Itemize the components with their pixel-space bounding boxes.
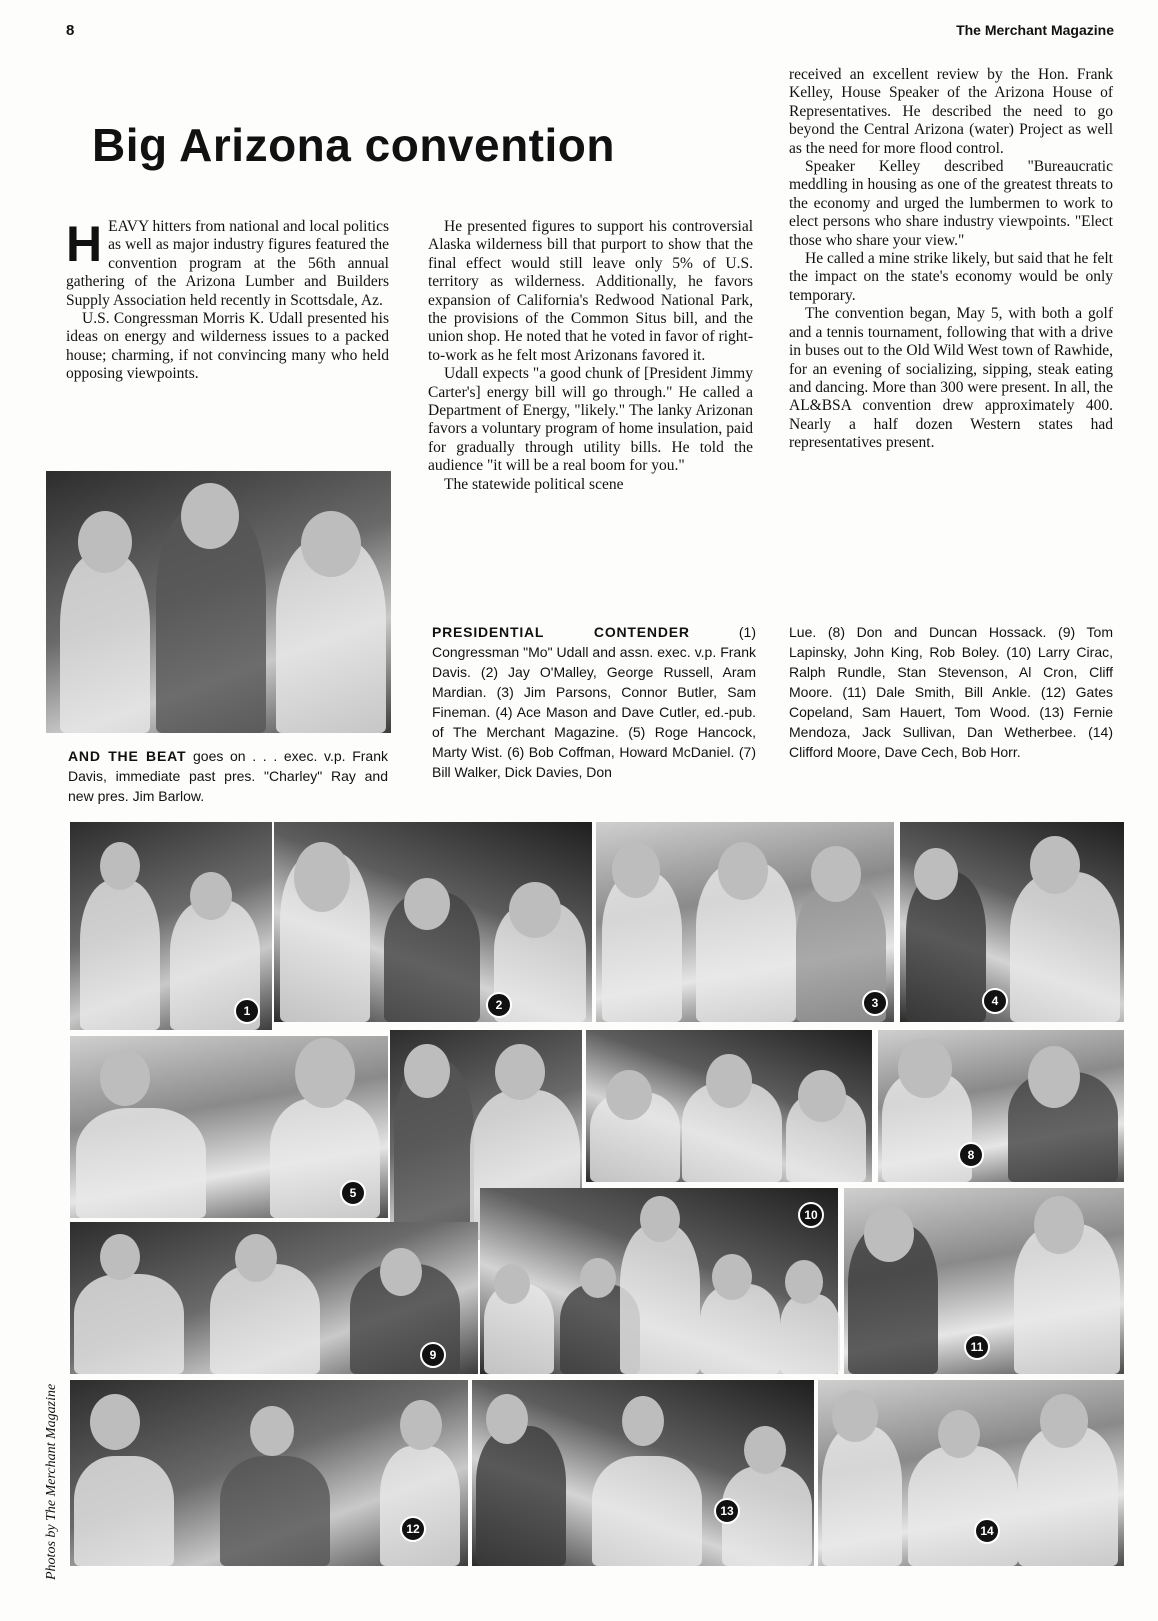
paragraph: He presented figures to support his controversial Alaska wilderness bill that purport to show that the final effect would still leave only 5% of U.S. territory as wilderness. Additionally, he favors expansion of California's Redwood National Park, the provisions of the Common Situs bill, and the union shop. He noted that he voted in favor of right-to-work as he felt most Arizonans favored it. xyxy=(428,218,753,364)
lead-photo-caption: AND THE BEAT goes on . . . exec. v.p. Frank Davis, immediate past pres. "Charley" Ray and new pres. Jim Barlow. xyxy=(68,748,388,804)
photo-number-badge: 8 xyxy=(958,1142,984,1168)
lead-photo xyxy=(46,471,391,733)
photo-number-badge: 13 xyxy=(714,1498,740,1524)
photo-12 xyxy=(70,1380,468,1566)
photo-3 xyxy=(596,822,894,1022)
photo-number-badge: 4 xyxy=(982,988,1008,1014)
photo-1 xyxy=(70,822,272,1030)
photo-2 xyxy=(274,822,592,1022)
photo-number-badge: 1 xyxy=(234,998,260,1024)
paragraph: Udall expects "a good chunk of [President Jimmy Carter's] energy bill will go through." He called a Department of Energy, "likely." The lanky Arizonan favors a voluntary program of home insulation, paid for gradually through utility bills. He told the audience "it will be a real boom for you." xyxy=(428,365,753,475)
photo-13 xyxy=(472,1380,814,1566)
photo-number-badge: 9 xyxy=(420,1342,446,1368)
article-column-2 xyxy=(428,218,753,494)
photo-8 xyxy=(878,1030,1124,1182)
photo-14 xyxy=(818,1380,1124,1566)
photo-number-badge: 2 xyxy=(486,992,512,1018)
paragraph: The statewide political scene xyxy=(444,475,624,493)
photo-number-badge: 12 xyxy=(400,1516,426,1542)
paragraph: received an excellent review by the Hon. Frank Kelley, House Speaker of the Arizona House of Representatives. He described the need to go beyond the Central Arizona (water) Project as well as the need for more flood control. xyxy=(789,66,1113,157)
photo-5 xyxy=(70,1036,388,1218)
page-number: 8 xyxy=(66,22,75,39)
photo-number-badge: 3 xyxy=(862,990,888,1016)
photo-4 xyxy=(900,822,1124,1022)
paragraph: The convention began, May 5, with both a golf and a tennis tournament, following that with a drive in buses out to the Old Wild West town of Rawhide, for an evening of socializing, sipping, steak eating and dancing. More than 300 were present. In all, the AL&BSA convention drew approximately 400. Nearly a half dozen Western states had representatives present. xyxy=(789,305,1113,452)
photo-7 xyxy=(586,1030,872,1182)
photo-number-badge: 11 xyxy=(964,1334,990,1360)
article-column-3 xyxy=(789,66,1113,453)
paragraph: He called a mine strike likely, but said that he felt the impact on the state's economy would be only temporary. xyxy=(789,250,1113,304)
photo-number-badge: 5 xyxy=(340,1180,366,1206)
drop-cap: H xyxy=(66,216,103,272)
photo-10 xyxy=(480,1188,838,1374)
headline: Big Arizona convention xyxy=(92,119,615,171)
photo-9 xyxy=(70,1222,478,1374)
photo-credit: Photos by The Merchant Magazine xyxy=(44,1383,59,1580)
photo-number-badge: 10 xyxy=(798,1202,824,1228)
paragraph: HEAVY hitters from national and local politics as well as major industry figures featured the convention program at the 56th annual gathering of the Arizona Lumber and Builders Supply Association held recently in Scottsdale, Az. xyxy=(66,216,389,309)
photo-number-badge: 14 xyxy=(974,1518,1000,1544)
paragraph: Speaker Kelley described "Bureaucratic meddling in housing as one of the greatest threats to the economy and urged the lumbermen to work to elect persons who share industry viewpoints. "Elect those who share your view." xyxy=(789,158,1113,249)
photo-caption-part-1: PRESIDENTIAL CONTENDER (1) Congressman "Mo" Udall and assn. exec. v.p. Frank Davis. (2) Jay O'Malley, George Russell, Aram Mardian. (3) Jim Parsons, Connor Butler, Sam Fineman. (4) Ace Mason and Dave Cutler, ed.-pub. of The Merchant Magazine. (5) Roge Hancock, Marty Wist. (6) Bob Coffman, Howard McDaniel. (7) Bill Walker, Dick Davies, Don xyxy=(432,624,756,780)
article-column-1 xyxy=(66,218,389,384)
photo-caption-part-2: Lue. (8) Don and Duncan Hossack. (9) Tom Lapinsky, John King, Rob Boley. (10) Larry Cirac, Ralph Rundle, Stan Stevenson, Al Cron, Cliff Moore. (11) Dale Smith, Bill Ankle. (12) Gates Copeland, Sam Hauert, Tom Wood. (13) Fernie Mendoza, Jack Sullivan, Dan Wetherbee. (14) Clifford Moore, Dave Cech, Bob Horr. xyxy=(789,624,1113,760)
photo-11 xyxy=(844,1188,1124,1374)
running-header: The Merchant Magazine xyxy=(956,22,1114,38)
paragraph: U.S. Congressman Morris K. Udall presented his ideas on energy and wilderness issues to a packed house; charming, if not convincing many who held opposing viewpoints. xyxy=(66,310,389,383)
